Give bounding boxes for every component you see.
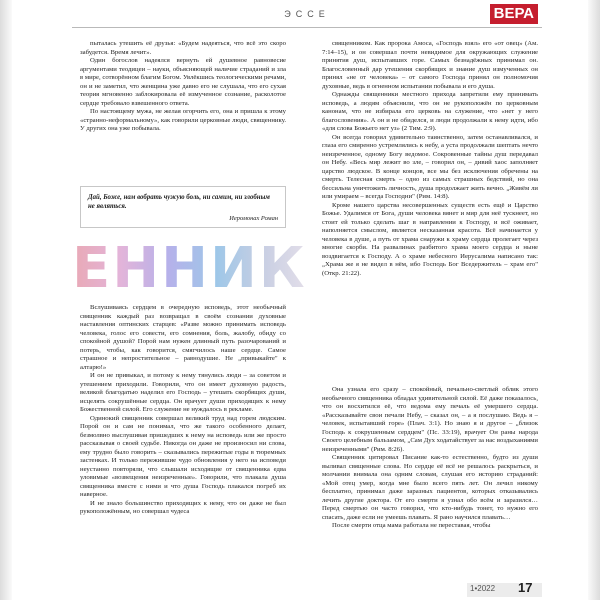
left-column-top	[80, 40, 286, 134]
decorative-title-word: ЕННИК	[72, 240, 312, 298]
right-column-bottom	[322, 386, 538, 531]
page-number: 17	[518, 580, 533, 595]
paragraph: И он не привыкал, и потому к нему тянулись люди – за советом и утешением приходили. Говорили, что он имеет духовную радость, великой благодатью наделил его Господь – утешать скорбящих души, исцелять сокрушённые сердца. Он врачует души приходящих к нему Божественной силой. Его служение не нуждалось в рекламе.	[80, 372, 286, 413]
section-title: ЭССЕ	[284, 9, 330, 19]
pull-quote	[80, 186, 286, 228]
paragraph: Однажды священники местного прихода запретили ему принимать исповедь, а людям объяснили, что он не рукоположён по церковным канонам, что не избирала его церковь на служение, что «нет у него благословения». А он и не обиделся, и люди продолжали к нему идти, ибо «для слова Божьего нет уз» (2 Тим. 2:9).	[322, 91, 538, 132]
paragraph: Священник цитировал Писание как-то естественно, будто из души выливал священные слова. Но сердце её всё не решалось раскрыться, и молчании внимала она одним словам, слушая его историю страданий: «Мой отец умер, когда мне было всего пять лет. Он лечил никому бесплатно, принимал даже заразных пациентов, которых отказывались лечить другие доктора. От его смерти я узнал обо всём и заразился… Перед смертью он часто говорил, что кто-нибудь тонет, то нужно его спасать, даже если не умеешь плавать. Я рано научился плавать…	[322, 454, 538, 521]
paragraph: И не знало большинство приходящих к нему, что он даже не был рукоположённым, но совершал чудеса	[80, 499, 286, 515]
paragraph: пыталась утешить её друзья: «Будем надеяться, что всё это скоро забудется. Время лечит».	[80, 40, 286, 56]
paragraph: Он всегда говорил удивительно таинственно, затем останавливался, и глаза его смиренно устремлялись к небу, а уста продолжали шептать нечто неизреченное, одному Богу ведомое. Сокровенные тайны душ передавал он Небу. «Весь мир лежит во зле, – говорил он, – дивий хаос заполняет царство людское. В конце концов, все мы без исключения обречены на смерть. Телесная смерть – одно из самых страшных бедствий, но она бессильна уничтожить личность, душа продолжает жить вечно. „Живём ли или умираем – всегда Господни" (Рим. 14:8).	[322, 133, 538, 200]
quote-author: Иеромонах Роман	[229, 215, 278, 222]
right-column-top	[322, 40, 538, 278]
header-divider	[72, 27, 542, 28]
paragraph: По настоящему мужа, не желая огорчить его, она и пришла к этому «странно-неформальному», как говорили церковные люди, священнику. У других она уже побывала.	[80, 108, 286, 132]
paragraph: Она узнала его сразу – спокойный, печально-светлый облик этого необычного священника обладал удивительной силой. Её даже показалось, что он восхитился её, что ведома ему печаль её умершего сердца. «Рассказывайте свои печали Небу, – сказал он, – а я послушаю. Ведь я – человек, испытавший горе» (Плач. 3:1). Но знаю я и другое – „близок Господь к сокрушенным сердцем" (Пс. 33:19), врачует Он раны народа Своего целебным бальзамом, „Сам Дух ходатайствует за нас воздыханиями неизреченными" (Рим. 8:26).	[322, 386, 538, 453]
paragraph: священником. Как пророка Амоса, «Господь взял» его «от овец» (Ам. 7:14–15), и он совершал почти невидимое для окружающих служение принятия душ, испытавших горе. Самых безнадёжных принимал он. Благословенный дар утешения скорбящих и знание душ измученных он принял «не от человека» – от самого Господа принял он полномочия духовные, ведь в огненном испытании побывала и его душа.	[322, 40, 538, 90]
magazine-logo: ВЕРА	[490, 4, 538, 24]
paragraph: Один богослов надеялся вернуть ей душевное равновесие аргументами теодицеи – науки, объясняющей наличие страданий и зла в мире, сотворённом благим Богом. Увлёкшись теологическими речами, он и не заметил, что женщина уже давно его не слушала, что его сухая теория мгновенно заблокировала её измученное сознание, расколотое сердце требовало взвешенного ответа.	[80, 57, 286, 107]
left-column-bottom	[80, 304, 286, 517]
magazine-page	[72, 0, 542, 600]
quote-text: Дай, Боже, нам вобрать чужую боль, ни самим, ни злобным не являться.	[88, 194, 270, 210]
paragraph: Одинокий священник совершал великий труд над горем людским. Порой он и сам не понимал, что же такого особенного делает, безмолвно выслушивая пришедших к нему на исповедь или же просто рассказывая о своей судьбе. Никогда он даже не произносил ни слова, ему трудно было говорить – сказывались пережитые годы в тюремных застенках. И только пережившие чудо обновления у него на исповеди неустанно повторяли, что слышали исходящие от священника едва уловимые «возвещения неизреченные». Говорили, что плакала душа священника вместе с ними и что душа Господь плакался погреб их наверное.	[80, 414, 286, 498]
paragraph: Кроме нашего царства несовершенных существ есть ещё и Царство Божье. Удалимся от Бога, души человека вянет и мир для неё тускнеет, но стоит ей только сделать шаг в направлении к Господу, и всё оживает, наполняется смыслом, является несказанная красота. Всё начинается у человека в душе, а путь от храма снаружи к храму сердца пролегает через многие скорби. На развалинах разбитого храма моего сердца и ныне воздвигается к Господу. А о храме небесного Иерусалима написано так: „Храма же я не видел в нём, ибо Господь Бог Вседержитель – храм его" (Откр. 21:22).	[322, 201, 538, 277]
issue-number: 1•2022	[470, 584, 496, 593]
paragraph: После смерти отца мама работала не переставая, чтобы	[332, 522, 491, 529]
right-scan-edge	[588, 0, 600, 600]
left-scan-edge	[0, 0, 12, 600]
paragraph: Вслушиваясь сердцем в очередную исповедь, этот необычный священник каждый раз возвращал в своём сознании духовные наставления оптинских старцев: «Разве можно принимать исповедь человека, голос его совести, его сомнения, боль, жалобу, обиду со спокойной душой? Порой нам нужен длинный путь разочарований и потерь, чтобы, как говорится, смягчилось наше сердце. Самое страшное и непростительное – равнодушие. Не „привыкайте" к алтарю!»	[80, 304, 286, 371]
